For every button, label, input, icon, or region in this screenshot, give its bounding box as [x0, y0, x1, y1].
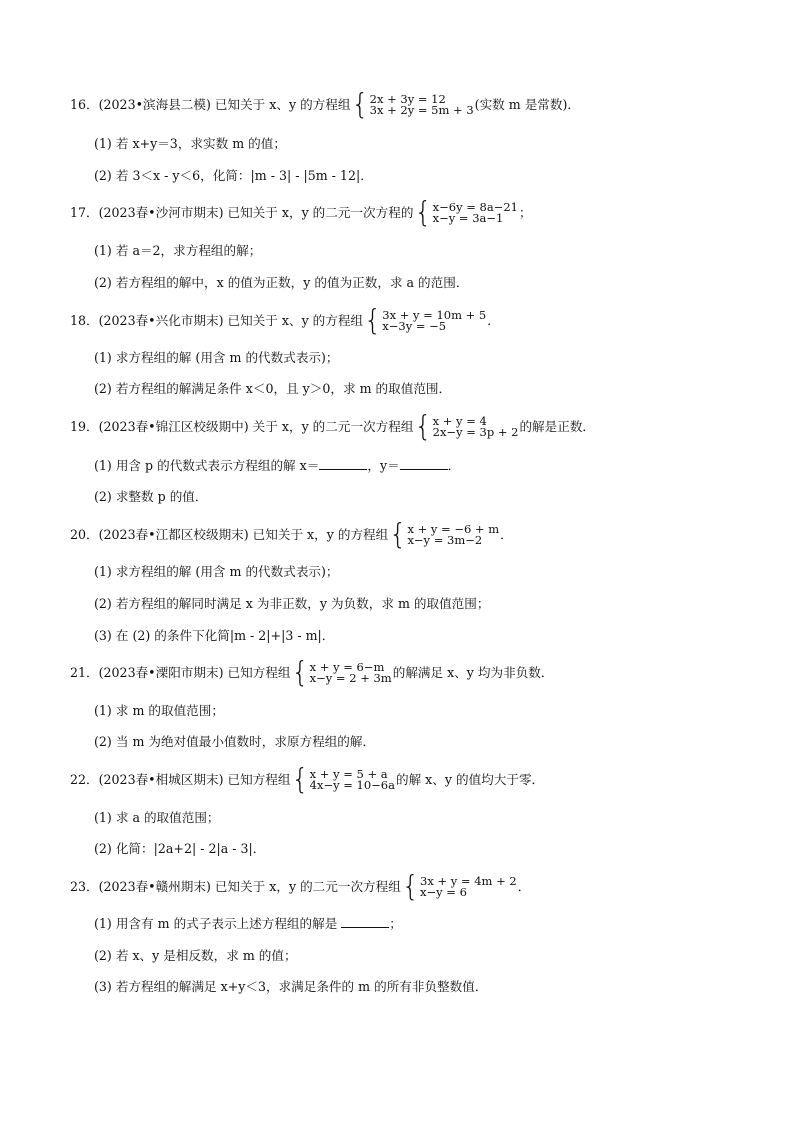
sub-question-text: ． — [447, 458, 461, 473]
question-16 — [70, 88, 580, 121]
brace-icon: { — [351, 88, 369, 121]
sub-question-text: (2) 求整数 p 的值． — [94, 489, 208, 504]
sub-question — [94, 167, 373, 185]
sub-question-text: (2) 若方程组的解满足条件 x＜0，且 y＞0，求 m 的取值范围． — [94, 381, 452, 396]
equation-line: x−y = 2 + 3m — [309, 671, 392, 685]
question-22 — [70, 763, 545, 796]
equation-line: 4x−y = 10−6a — [309, 778, 395, 792]
question-stem: 20．(2023春•江都区校级期末) 已知关于 x，y 的方程组 — [70, 527, 389, 542]
equation-system — [364, 304, 487, 337]
sub-question — [94, 380, 451, 398]
question-21 — [70, 656, 554, 689]
sub-question-text: (1) 求方程组的解 (用含 m 的代数式表示)； — [94, 564, 339, 579]
question-stem: 22．(2023春•相城区期末) 已知方程组 — [70, 772, 291, 787]
equation-line: x + y = 5 + a — [309, 766, 388, 781]
equation-line: x−3y = −5 — [382, 319, 447, 333]
question-stem: 19．(2023春•锦江区校级期中) 关于 x，y 的二元一次方程组 — [70, 419, 414, 434]
answer-blank[interactable] — [319, 457, 367, 470]
question-stem-end: 的解 x、y 的值均大于零． — [395, 772, 545, 787]
question-stem-end: 的解是正数． — [519, 419, 596, 434]
sub-question — [94, 595, 489, 613]
sub-question — [94, 457, 460, 475]
question-stem: 17．(2023春•沙河市期末) 已知关于 x，y 的二元一次方程的 — [70, 205, 414, 220]
sub-question-text: ，y＝ — [367, 458, 400, 473]
question-stem: 23．(2023春•赣州期末) 已知关于 x，y 的二元一次方程组 — [70, 879, 401, 894]
sub-question — [94, 915, 402, 933]
question-stem-end: (实数 m 是常数)． — [474, 97, 580, 112]
question-19 — [70, 410, 596, 443]
equation-line: 3x + y = 4m + 2 — [420, 873, 517, 888]
question-stem-end: ． — [500, 527, 513, 542]
sub-question-text: (1) 若 a＝2，求方程组的解； — [94, 243, 262, 258]
sub-question — [94, 242, 261, 260]
question-stem: 18．(2023春•兴化市期末) 已知关于 x、y 的方程组 — [70, 313, 364, 328]
question-20 — [70, 518, 513, 551]
equation-line: x−y = 3m−2 — [407, 533, 483, 547]
question-stem: 16．(2023•滨海县二模) 已知关于 x、y 的方程组 — [70, 97, 351, 112]
sub-question-text: (1) 求方程组的解 (用含 m 的代数式表示)； — [94, 350, 339, 365]
sub-question — [94, 488, 207, 506]
sub-question — [94, 563, 339, 581]
sub-question-text: (2) 当 m 为绝对值最小值数时，求原方程组的解． — [94, 734, 376, 749]
question-23 — [70, 870, 531, 903]
answer-blank[interactable] — [341, 915, 389, 928]
sub-question-text: (1) 求 a 的取值范围； — [94, 810, 220, 825]
question-stem-end: ． — [487, 313, 500, 328]
sub-question-text: (2) 若方程组的解同时满足 x 为非正数，y 为负数，求 m 的取值范围； — [94, 596, 490, 611]
sub-question-text: ； — [389, 916, 402, 931]
sub-question-text: (1) 用含有 m 的式子表示上述方程组的解是 — [94, 916, 342, 931]
equation-system — [389, 518, 500, 551]
equation-system — [414, 196, 518, 229]
equation-system — [291, 763, 395, 796]
sub-question-text: (2) 化简：|2a+2| - 2|a - 3|． — [94, 841, 266, 856]
sub-question — [94, 809, 220, 827]
sub-question — [94, 274, 468, 292]
brace-icon: { — [414, 410, 432, 443]
equation-line: x−y = 6 — [420, 885, 467, 899]
answer-blank[interactable] — [400, 457, 448, 470]
brace-icon: { — [414, 196, 432, 229]
equation-line: x + y = 4 — [432, 413, 487, 428]
brace-icon: { — [401, 870, 420, 903]
sub-question — [94, 702, 224, 720]
equation-line: 2x−y = 3p + 2 — [432, 425, 519, 439]
sub-question-text: (1) 用含 p 的代数式表示方程组的解 x＝ — [94, 458, 320, 473]
brace-icon: { — [291, 656, 309, 689]
sub-question-text: (2) 若 3＜x - y＜6，化简：|m - 3| - |5m - 12|． — [94, 168, 373, 183]
sub-question-text: (1) 若 x+y＝3，求实数 m 的值； — [94, 136, 286, 151]
equation-line: 2x + 3y = 12 — [369, 91, 446, 106]
sub-question-text: (3) 在 (2) 的条件下化简|m - 2|+|3 - m|． — [94, 628, 335, 643]
equation-system — [414, 410, 519, 443]
sub-question — [94, 627, 334, 645]
equation-line: x−y = 3a−1 — [432, 211, 504, 225]
brace-icon: { — [389, 518, 407, 551]
sub-question-text: (1) 求 m 的取值范围； — [94, 703, 224, 718]
sub-question — [94, 947, 297, 965]
question-18 — [70, 304, 500, 337]
sub-question — [94, 733, 375, 751]
sub-question — [94, 349, 339, 367]
sub-question — [94, 135, 286, 153]
brace-icon: { — [291, 763, 309, 796]
equation-line: x−6y = 8a−21 — [432, 199, 518, 214]
sub-question-text: (3) 若方程组的解满足 x+y＜3，求满足条件的 m 的所有非负整数值． — [94, 979, 488, 994]
sub-question-text: (2) 若方程组的解中，x 的值为正数，y 的值为正数，求 a 的范围． — [94, 275, 469, 290]
equation-line: 3x + y = 10m + 5 — [382, 307, 487, 322]
question-stem-end: ． — [517, 879, 531, 894]
question-stem: 21．(2023春•溧阳市期末) 已知方程组 — [70, 665, 291, 680]
equation-line: x + y = 6−m — [309, 659, 385, 674]
equation-line: x + y = −6 + m — [407, 521, 500, 536]
brace-icon: { — [364, 304, 382, 337]
sub-question-text: (2) 若 x、y 是相反数，求 m 的值； — [94, 948, 297, 963]
question-stem-end: 的解满足 x、y 均为非负数． — [392, 665, 554, 680]
equation-system — [291, 656, 392, 689]
sub-question — [94, 978, 487, 996]
question-17 — [70, 196, 532, 229]
equation-system — [401, 870, 517, 903]
equation-system — [351, 88, 474, 121]
question-stem-end: ； — [518, 205, 532, 220]
sub-question — [94, 840, 265, 858]
equation-line: 3x + 2y = 5m + 3 — [369, 103, 474, 117]
